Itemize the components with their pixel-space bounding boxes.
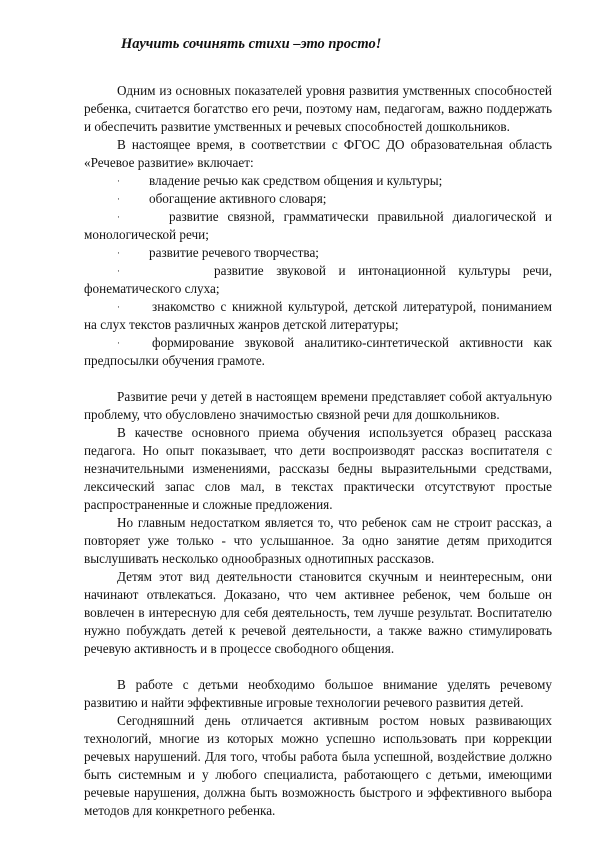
paragraph: Одним из основных показателей уровня развития умственных способностей ребенка, считается богатство его речи, поэтому нам, педагогам, важно поддержать и обеспечить развитие умственных и речевых способностей дошкольников. [84,83,552,134]
bullet-marker: · [117,302,120,312]
bullet-item [84,298,552,334]
paragraph-gap [84,658,552,676]
paragraph: Детям этот вид деятельности становится скучным и неинтересным, они начинают отвлекаться. Доказано, что чем активнее ребенок, чем больше он вовлечен в интересную для себя деятельность, тем лучше результат. Воспитателю нужно побуждать детей к речевой деятельности, а также важно стимулировать речевую активность и в процессе свободного общения. [84,569,552,656]
bullet-list [84,172,552,370]
bullet-text: владение речью как средством общения и культуры; [149,173,443,188]
bullet-text: формирование звуковой аналитико-синтетической активности как предпосылки обучения грамоте. [84,335,552,368]
paragraph: Сегодняшний день отличается активным ростом новых развивающих технологий, многие из которых можно успешно использовать при коррекции речевых нарушений. Для того, чтобы работа была успешной, воздействие должно быть системным и у любого специалиста, работающего с детьми, имеющими речевые нарушения, должна быть возможность быстрого и эффективного выбора методов для конкретного ребенка. [84,713,552,818]
paragraph: В настоящее время, в соответствии с ФГОС ДО образовательная область «Речевое развитие» включает: [84,137,552,170]
paragraph-gap [84,370,552,388]
bullet-marker: · [117,248,120,258]
bullet-marker: · [117,212,120,222]
paragraph: Развитие речи у детей в настоящем времени представляет собой актуальную проблему, что обусловлено значимостью связной речи для дошкольников. [84,389,552,422]
paragraph: В качестве основного приема обучения используется образец рассказа педагога. Но опыт показывает, что дети воспроизводят рассказ воспитателя с незначительными изменениями, рассказы бедны выразительными средствами, лексический запас слов мал, в текстах практически отсутствуют простые распространенные и сложные предложения. [84,425,552,512]
bullet-text: развитие звуковой и интонационной культуры речи, фонематического слуха; [84,263,552,296]
document-body [84,34,552,820]
bullet-marker: · [117,266,120,276]
bullet-marker: · [117,338,120,348]
bullet-item [84,190,552,208]
bullet-item [84,172,552,190]
document-title: Научить сочинять стихи –это просто! [121,36,382,52]
bullet-text: знакомство с книжной культурой, детской литературой, пониманием на слух текстов различных жанров детской литературы; [84,299,552,332]
bullet-marker: · [117,176,120,186]
bullet-item [84,334,552,370]
bullet-marker: · [117,194,120,204]
bullet-text: обогащение активного словаря; [149,191,327,206]
bullet-text: развитие связной, грамматически правильной диалогической и монологической речи; [84,209,552,242]
paragraph: В работе с детьми необходимо большое внимание уделять речевому развитию и найти эффективные игровые технологии речевого развития детей. [84,677,552,710]
bullet-item [84,262,552,298]
bullet-item [84,244,552,262]
bullet-item [84,208,552,244]
paragraph: Но главным недостатком является то, что ребенок сам не строит рассказ, а повторяет уже только - что услышанное. За одно занятие детям приходится выслушивать несколько однообразных однотипных рассказов. [84,515,552,566]
bullet-text: развитие речевого творчества; [149,245,319,260]
